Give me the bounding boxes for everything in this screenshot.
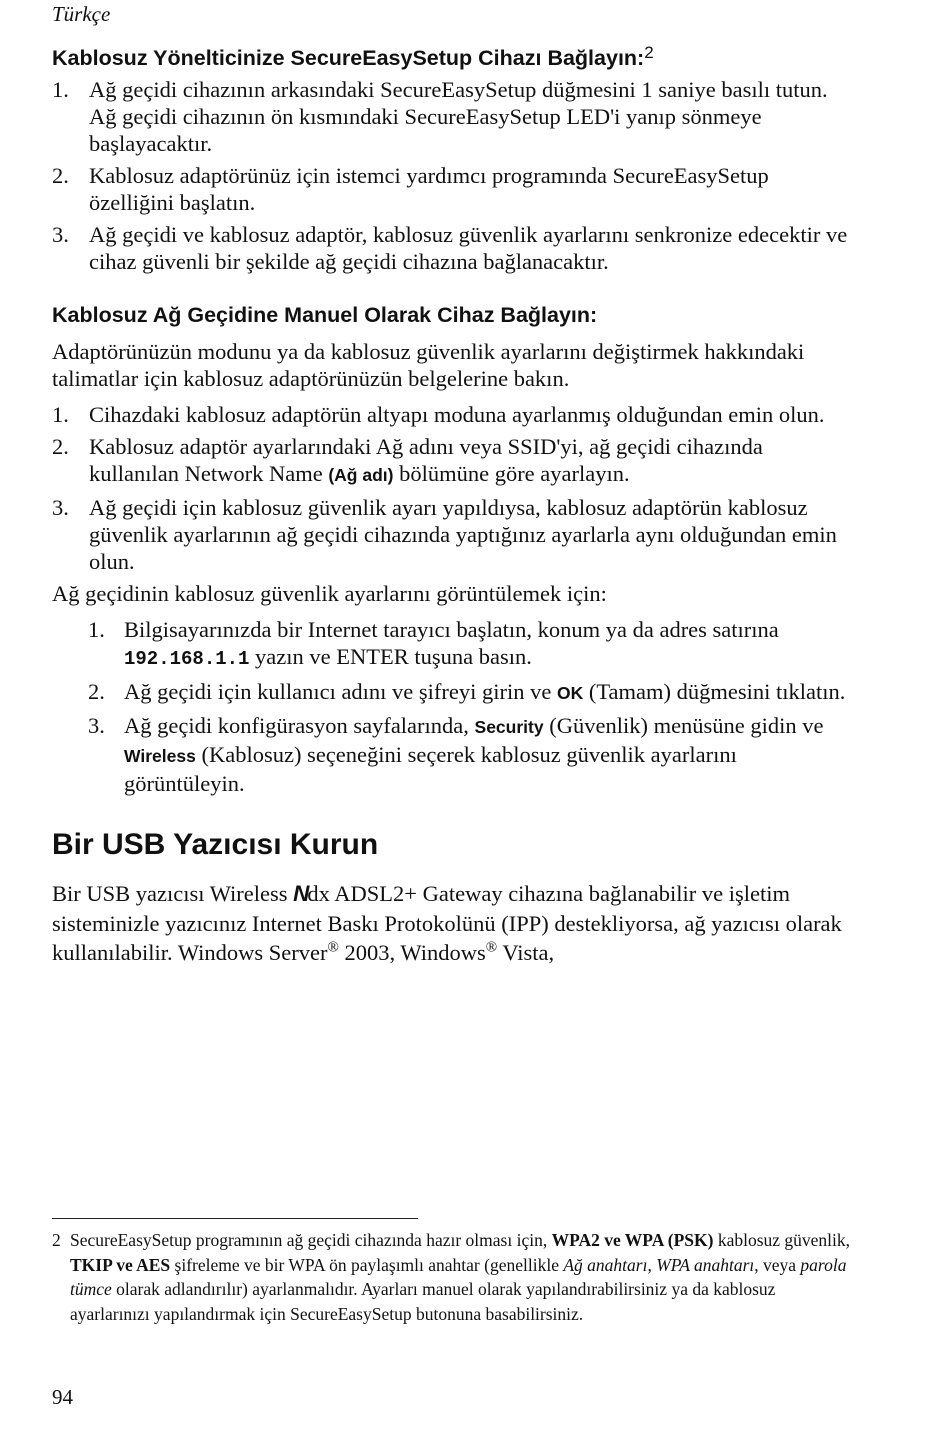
- step-text: Ağ geçidi ve kablosuz adaptör, kablosuz güvenlik ayarlarını senkronize edecektir ve cihaz güvenli bir şekilde ağ geçidi cihazına bağlanacaktır.: [89, 222, 848, 274]
- ui-label-network-name: (Ağ adı): [328, 465, 394, 485]
- step-number: 3.: [52, 222, 69, 247]
- footnote-text: SecureEasySetup programının ağ geçidi cihazında hazır olması için, WPA2 ve WPA (PSK) kablosuz güvenlik, TKIP ve AES şifreleme ve bir WPA ön paylaşımlı anahtar (genellikle Ağ anahtarı, WPA anahtarı, veya parola tümce olarak adlandırılır) ayarlanmalıdır. Ayarları manuel olarak yapılandırabilirsiniz ya da kablosuz ayarlarınızı yapılandırmak için SecureEasySetup butonuna basabilirsiniz.: [70, 1230, 851, 1324]
- usb-printer-paragraph: Bir USB yazıcısı Wireless Ndx ADSL2+ Gateway cihazına bağlanabilir ve işletim sisteminizle yazıcınız Internet Baskı Protokolünü (IPP) destekliyorsa, ağ yazıcısı olarak kullanılabilir. Windows Server® 2003, Windows® Vista,: [52, 881, 842, 965]
- list-item: [88, 712, 852, 797]
- step-text: Ağ geçidi için kullanıcı adını ve şifreyi girin ve OK (Tamam) düğmesini tıklatın.: [124, 679, 846, 704]
- step-text: Ağ geçidi cihazının arkasındaki SecureEasySetup düğmesini 1 saniye basılı tutun. Ağ geçidi cihazının ön kısmındaki SecureEasySetup LED'i yanıp sönmeye başlayacaktır.: [89, 77, 828, 156]
- list-item: [52, 221, 852, 275]
- ui-label-ok: OK: [557, 683, 584, 703]
- step-number: 2.: [52, 163, 69, 188]
- secureeasysetup-steps: [52, 76, 852, 275]
- section-heading-secureeasysetup: Kablosuz Yönelticinize SecureEasySetup Cihazı Bağlayın:$^2$: [52, 43, 654, 70]
- main-content: [52, 44, 852, 968]
- list-item: [52, 76, 852, 157]
- section-heading-usb-printer: Bir USB Yazıcısı Kurun: [52, 828, 379, 861]
- list-item: [88, 616, 852, 673]
- list-item: [52, 494, 852, 575]
- step-text: Bilgisayarınızda bir Internet tarayıcı başlatın, konum ya da adres satırına 192.168.1.1 yazın ve ENTER tuşuna basın.: [124, 617, 779, 670]
- section-intro: Adaptörünüzün modunu ya da kablosuz güvenlik ayarlarını değiştirmek hakkındaki talimatlar için kablosuz adaptörünüzün belgelerine bakın.: [52, 339, 805, 391]
- manual-steps: [52, 401, 852, 575]
- step-text: Cihazdaki kablosuz adaptörün altyapı moduna ayarlanmış olduğundan emin olun.: [89, 402, 825, 427]
- registered-mark: ®: [485, 939, 498, 956]
- step-number: 1.: [52, 402, 69, 427]
- step-text: Ağ geçidi konfigürasyon sayfalarında, Security (Güvenlik) menüsüne gidin ve Wireless (Kablosuz) seçeneğini seçerek kablosuz güvenlik ayarlarını görüntüleyin.: [124, 713, 824, 796]
- section-heading-manual: Kablosuz Ağ Geçidine Manuel Olarak Cihaz Bağlayın:: [52, 303, 598, 327]
- list-item: [88, 678, 852, 707]
- ui-label-security: Security: [474, 717, 544, 737]
- footnote-reference: 2: [644, 43, 654, 62]
- step-text: Kablosuz adaptörünüz için istemci yardımcı programında SecureEasySetup özelliğini başlatın.: [89, 163, 769, 215]
- running-head: Türkçe: [52, 2, 111, 26]
- view-settings-steps: [88, 616, 852, 797]
- brand-n-logo: N: [293, 881, 308, 906]
- footnote: [52, 1228, 852, 1326]
- step-number: 2.: [52, 434, 69, 459]
- step-text: Kablosuz adaptör ayarlarındaki Ağ adını veya SSID'yi, ağ geçidi cihazında kullanılan Network Name (Ağ adı) bölümüne göre ayarlayın.: [89, 434, 763, 486]
- list-item: [52, 433, 852, 489]
- ip-address-code: 192.168.1.1: [124, 648, 250, 670]
- step-number: 1.: [52, 77, 69, 102]
- step-number: 3.: [52, 495, 69, 520]
- list-item: [52, 162, 852, 216]
- view-settings-intro: Ağ geçidinin kablosuz güvenlik ayarlarını görüntülemek için:: [52, 581, 607, 606]
- step-number: 2.: [88, 679, 105, 704]
- footnote-number: 2: [52, 1230, 61, 1250]
- footnote-divider: [52, 1218, 418, 1219]
- step-number: 1.: [88, 617, 105, 642]
- registered-mark: ®: [327, 939, 339, 956]
- list-item: [52, 401, 852, 428]
- step-text: Ağ geçidi için kablosuz güvenlik ayarı yapıldıysa, kablosuz adaptörün kablosuz güvenlik ayarlarının ağ geçidi cihazında yaptığınız ayarlarla aynı olduğundan emin olun.: [89, 495, 837, 574]
- step-number: 3.: [88, 713, 105, 738]
- ui-label-wireless: Wireless: [124, 746, 196, 766]
- page-number: 94: [52, 1385, 73, 1409]
